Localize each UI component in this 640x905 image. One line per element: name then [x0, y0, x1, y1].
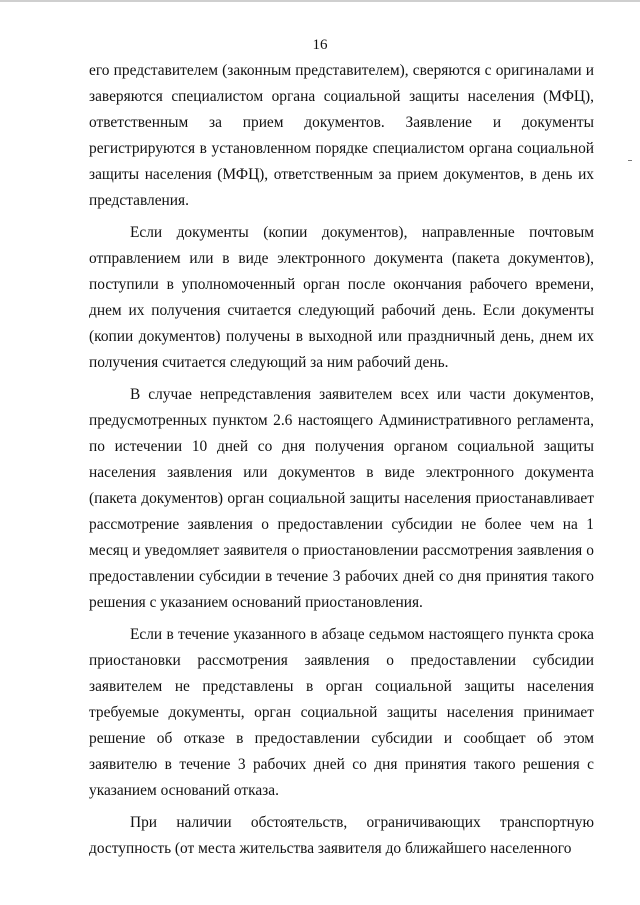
paragraph-2: Если документы (копии документов), направленные почтовым отправлением или в виде электронного документа (пакета документов), поступили в уполномоченный орган после окончания рабочего времени, днем их получения считается следующий рабочий день. Если документы (копии документов) получены в выходной или праздничный день, днем их получения считается следующий за ним рабочий день.	[89, 224, 594, 371]
margin-mark	[628, 160, 632, 161]
paragraph-1: его представителем (законным представителем), сверяются с оригиналами и заверяются специалистом органа социальной защиты населения (МФЦ), ответственным за прием документов. Заявление и документы регистрируются в установленном порядке специалистом органа социальной защиты населения (МФЦ), ответственным за прием документов, в день их представления.	[89, 62, 594, 209]
paragraph-4: Если в течение указанного в абзаце седьмом настоящего пункта срока приостановки рассмотрения заявления о предоставлении субсидии заявителем не представлены в орган социальной защиты населения требуемые документы, орган социальной защиты населения принимает решение об отказе в предоставлении субсидии и сообщает об этом заявителю в течение 3 рабочих дней со дня принятия такого решения с указанием оснований отказа.	[89, 626, 594, 799]
paragraph-3: В случае непредставления заявителем всех или части документов, предусмотренных пунктом 2.6 настоящего Административного регламента, по истечении 10 дней со дня получения органом социальной защиты населения заявления или документов в виде электронного документа (пакета документов) орган социальной защиты населения приостанавливает рассмотрение заявления о предоставлении субсидии не более чем на 1 месяц и уведомляет заявителя о приостановлении рассмотрения заявления о предоставлении субсидии в течение 3 рабочих дней со дня принятия такого решения с указанием оснований приостановления.	[89, 386, 594, 611]
page-number: 16	[312, 37, 328, 53]
document-body	[89, 58, 594, 862]
scan-edge-line	[0, 0, 640, 2]
paragraph-5: При наличии обстоятельств, ограничивающих транспортную доступность (от места жительства заявителя до ближайшего населенного	[89, 814, 594, 857]
